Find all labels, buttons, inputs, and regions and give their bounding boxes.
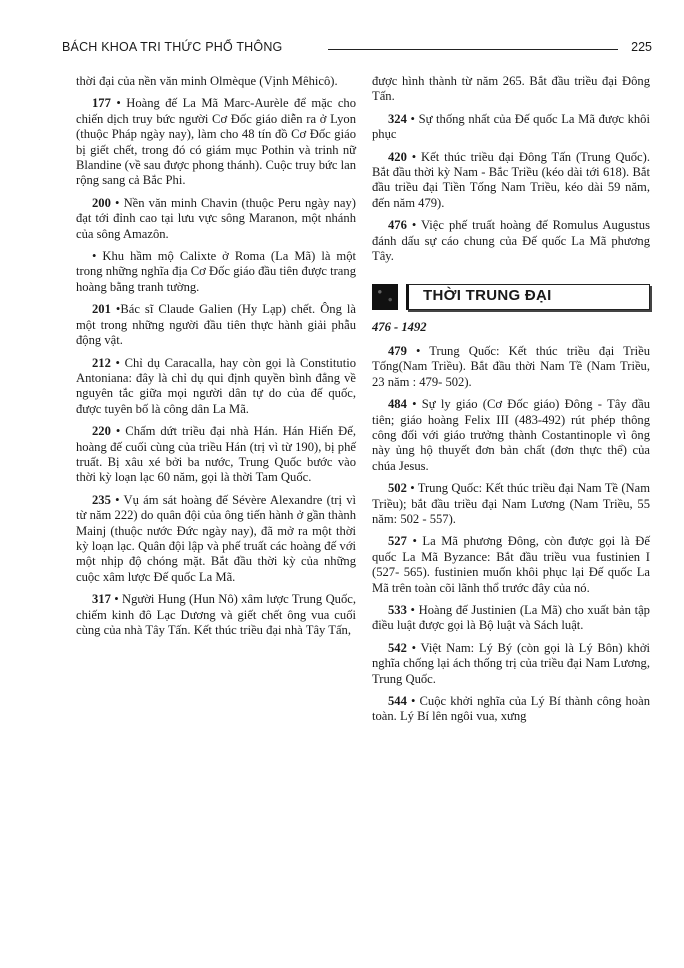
entry-text: • Người Hung (Hun Nô) xâm lược Trung Quốc, chiếm kinh đô Lạc Dương và giết chết ông vua cuối cùng của nhà Tây Tấn. Kết thúc triều đại nhà Tây Tấn, xyxy=(76,592,356,637)
entry-year: 201 xyxy=(92,302,111,317)
right-column-bottom xyxy=(372,344,650,725)
entry-text: • La Mã phương Đông, còn được gọi là Đế quốc La Mã Byzance: Bắt đầu triều vua fustinien I (527- 565). fustinien muốn khôi phục lại Đế quốc La Mã trên toàn cõi lãnh thổ trước đây của nó. xyxy=(372,534,650,595)
entry-text: thời đại của nền văn minh Olmèque (Vịnh Mêhicô). xyxy=(76,74,338,88)
entry-year: 502 xyxy=(388,481,407,496)
entry-year: 484 xyxy=(388,397,407,412)
entry-text: • Kết thúc triều đại Đông Tấn (Trung Quốc). Bắt đầu thời kỳ Nam - Bắc Triều (kéo dài tới 618). Bắt đầu triều đại Tiền Tống Nam Triều, kéo dài 59 năm, đến năm 479). xyxy=(372,149,650,210)
entry-text: • Chỉ dụ Caracalla, hay còn gọi là Constitutio Antoniana: đây là chỉ dụ qui định quyền bình đẳng về nguyên tắc giữa mọi người dân tự do của đế quốc, được tuyên bố là công dân La Mã. xyxy=(76,355,356,416)
entry-year: 177 xyxy=(92,96,111,111)
entry-text: • Trung Quốc: Kết thúc triều đại Nam Tề (Nam Triều); bắt đầu triều đại Nam Lương (Nam Triều, 55 năm: 502 - 557). xyxy=(372,481,650,526)
entry-paragraph xyxy=(372,397,650,474)
entry-text: • Sự ly giáo (Cơ Đốc giáo) Đông - Tây đầu tiên; giáo hoàng Felix III (483-492) rút phép thông công đối với giáo trưởng thành Costantinople vì ông này ủng hộ thuyết đơn bản chất (đơn thực thể) của chúa Jesus. xyxy=(372,397,650,473)
entry-text: • Vụ ám sát hoàng đế Sévère Alexandre (trị vì từ năm 222) do quân đội của ông tiến hành ở gần thành Mainj (thuộc nước Đức ngày nay), đã mở ra một thời kỳ loạn lạc. Quân đội lập và phế truất các hoàng đế với một nhịp độ chóng mặt. Bắt đầu thời kỳ của những cuộc xâm lược Đế quốc La Mã. xyxy=(76,492,356,584)
section-period: 476 - 1492 xyxy=(372,320,427,335)
entry-year: 476 xyxy=(388,218,407,233)
entry-paragraph xyxy=(76,592,356,638)
entry-paragraph xyxy=(372,344,650,390)
entry-text: • Chấm dứt triều đại nhà Hán. Hán Hiến Đế, hoàng đế cuối cùng của triều Hán (trị vì từ 190), bị phế truất. Bị xâu xé bởi ba nước, Trung Quốc bước vào thời kỳ loạn lạc 60 năm, gọi là thời Tam Quốc. xyxy=(76,424,356,485)
left-column xyxy=(76,74,356,645)
right-column-top xyxy=(372,74,650,264)
running-header xyxy=(62,40,652,60)
entry-text: • Nền văn minh Chavin (thuộc Peru ngày nay) đạt tới đỉnh cao tại lưu vực sông Maranon, một nhánh của sông Amazôn. xyxy=(76,195,356,241)
entry-year: 324 xyxy=(388,111,407,126)
entry-text: • Việt Nam: Lý Bý (còn gọi là Lý Bôn) khởi nghĩa chống lại ách thống trị của triều đại Nam Lương, Trung Quốc. xyxy=(372,640,650,686)
entry-paragraph xyxy=(372,150,650,212)
entry-paragraph xyxy=(76,424,356,486)
entry-year: 212 xyxy=(92,355,111,370)
right-column xyxy=(372,74,650,732)
book-title: BÁCH KHOA TRI THỨC PHỔ THÔNG xyxy=(62,40,283,54)
section-ornament-icon xyxy=(372,284,398,310)
entry-text: được hình thành từ năm 265. Bắt đầu triều đại Đông Tấn. xyxy=(372,74,650,104)
entry-paragraph xyxy=(76,74,356,89)
entry-year: 317 xyxy=(92,592,111,607)
entry-year: 533 xyxy=(388,602,407,617)
section-title: THỜI TRUNG ĐẠI xyxy=(423,287,552,305)
entry-paragraph xyxy=(76,249,356,295)
entry-paragraph xyxy=(372,694,650,725)
entry-text: • Khu hầm mộ Calixte ở Roma (La Mã) là một trong những nghĩa địa Cơ Đốc giáo đầu tiên được trang hoàng bằng tranh tường. xyxy=(76,249,356,294)
entry-paragraph xyxy=(372,112,650,143)
entry-paragraph xyxy=(372,218,650,264)
entry-year: 235 xyxy=(92,492,111,507)
entry-text: •Bác sĩ Claude Galien (Hy Lạp) chết. Ông là một trong những người đầu tiên thực hành giải phẫu động vật. xyxy=(76,302,356,348)
entry-year: 544 xyxy=(388,694,407,708)
entry-paragraph xyxy=(76,302,356,348)
entry-paragraph xyxy=(76,196,356,242)
entry-paragraph xyxy=(76,493,356,585)
section-title-box xyxy=(406,284,650,310)
entry-paragraph xyxy=(372,74,650,105)
entry-paragraph xyxy=(372,534,650,596)
entry-year: 479 xyxy=(388,343,407,358)
entry-year: 420 xyxy=(388,149,407,164)
entry-paragraph xyxy=(372,603,650,634)
entry-text: • Trung Quốc: Kết thúc triều đại Triều Tống(Nam Triều). Bắt đầu thời Nam Tề (Nam Triều, 23 năm : 479- 502). xyxy=(372,343,650,389)
page-number: 225 xyxy=(631,40,652,54)
entry-text: • Cuộc khởi nghĩa của Lý Bí thành công hoàn toàn. Lý Bí lên ngôi vua, xưng xyxy=(372,694,650,724)
entry-text: • Sự thống nhất của Đế quốc La Mã được khôi phục xyxy=(372,111,650,142)
entry-year: 220 xyxy=(92,424,111,439)
entry-paragraph xyxy=(372,481,650,527)
entry-paragraph xyxy=(76,96,356,188)
entry-year: 542 xyxy=(388,640,407,655)
entry-text: • Việc phế truất hoàng đế Romulus Augustus đánh dấu sự cáo chung của Đế quốc La Mã phương Tây. xyxy=(372,218,650,264)
entry-year: 527 xyxy=(388,534,407,549)
entry-year: 200 xyxy=(92,195,111,210)
entry-text: • Hoàng đế Justinien (La Mã) cho xuất bản tập điều luật được gọi là Bộ luật và Sách luật. xyxy=(372,602,650,633)
section-heading xyxy=(372,284,650,310)
entry-paragraph xyxy=(76,356,356,418)
header-rule xyxy=(328,49,618,50)
entry-paragraph xyxy=(372,641,650,687)
entry-text: • Hoàng đế La Mã Marc-Aurèle để mặc cho chiến dịch truy bức người Cơ Đốc giáo diễn ra ở Lyon (thuộc Pháp ngày nay), làm cho 48 tín đồ Cơ Đốc giáo bị giết chết, trong đó có giám mục Pothin và trinh nữ Blandine (về sau được phong thánh). Cuộc truy bức lan rộng sang cả Bắc Phi. xyxy=(76,96,357,188)
